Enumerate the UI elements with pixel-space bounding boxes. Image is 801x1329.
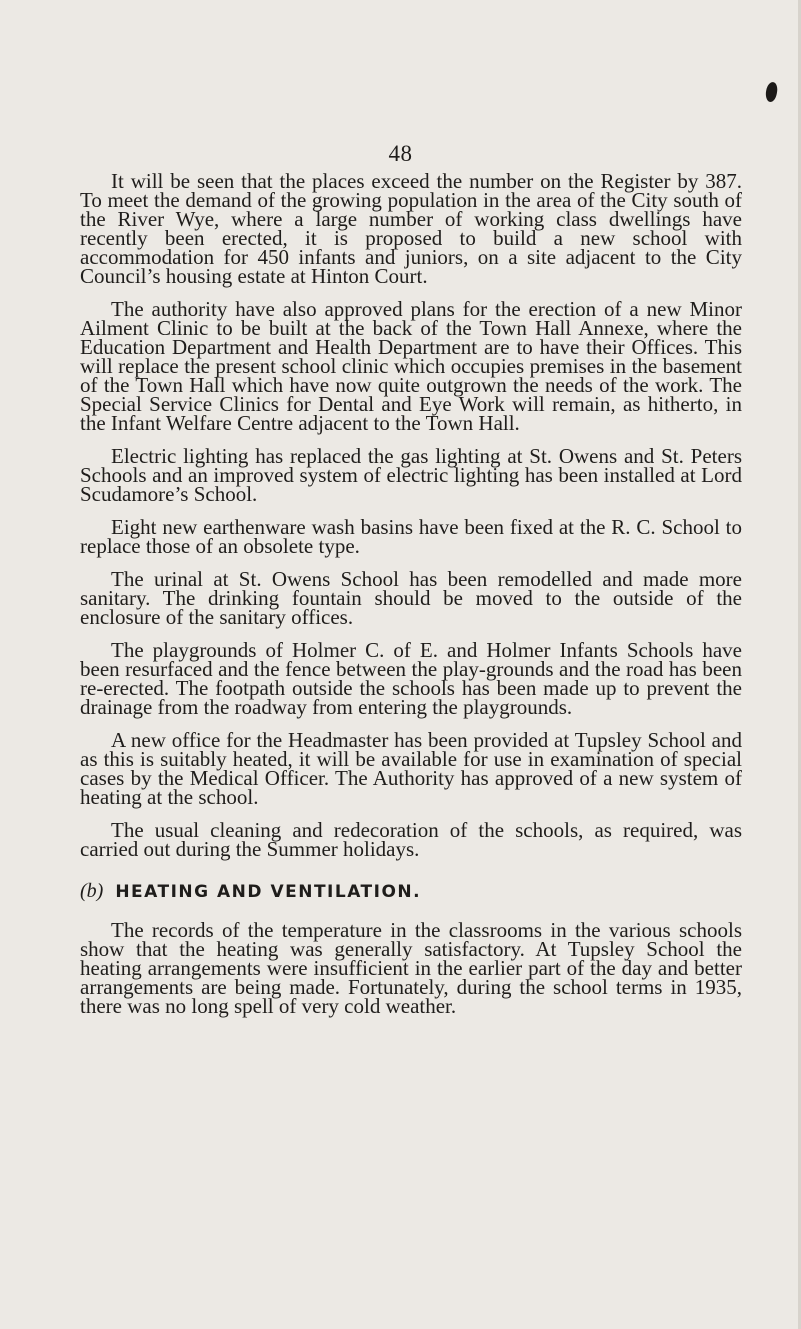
paragraph-cleaning: The usual cleaning and redecoration of the schools, as required, was carried out during the Summer holidays. — [80, 818, 742, 861]
paragraph-minor-ailment-clinic: The authority have also approved plans for the erection of a new Minor Ailment Clinic to be built at the back of the Town Hall Annexe, where the Education Department and Health Department are to have their Offices. This will replace the present school clinic which occupies premises in the basement of the Town Hall which have now quite outgrown the needs of the work. The Special Service Clinics for Dental and Eye Work will remain, as hitherto, in the Infant Welfare Centre adjacent to the Town Hall. — [80, 297, 742, 435]
paragraph-temperature-records: The records of the temperature in the classrooms in the various schools show that the heating was generally satisfactory. At Tupsley School the heating arrangements were insufficient in the earlier part of the day and better arrangements are being made. Fortunately, during the school terms in 1935, there was no long spell of very cold weather. — [80, 918, 742, 1018]
page-number: 48 — [388, 141, 413, 166]
paragraph-urinal: The urinal at St. Owens School has been remodelled and made more sanitary. The drinking fountain should be moved to the outside of the enclosure of the sanitary offices. — [80, 567, 742, 629]
body-text — [80, 169, 742, 1030]
paragraph-playgrounds: The playgrounds of Holmer C. of E. and Holmer Infants Schools have been resurfaced and the fence between the play-grounds and the road has been re-erected. The footpath outside the schools has been made up to prevent the drainage from the roadway from entering the playgrounds. — [80, 638, 742, 719]
paragraph-electric-lighting: Electric lighting has replaced the gas lighting at St. Owens and St. Peters Schools and an improved system of electric lighting has been installed at Lord Scudamore’s School. — [80, 444, 742, 506]
paragraph-register-places: It will be seen that the places exceed the number on the Register by 387. To meet the demand of the growing population in the area of the City south of the River Wye, where a large number of working class dwellings have recently been erected, it is proposed to build a new school with accommodation for 450 infants and juniors, on a site adjacent to the City Council’s housing estate at Hinton Court. — [80, 169, 742, 288]
paragraph-wash-basins: Eight new earthenware wash basins have been fixed at the R. C. School to replace those of an obsolete type. — [80, 515, 742, 558]
section-label: (b) — [80, 880, 104, 902]
section-title: HEATING AND VENTILATION. — [115, 882, 422, 902]
ink-blot-mark — [764, 81, 779, 103]
paragraph-headmaster-office: A new office for the Headmaster has been provided at Tupsley School and as this is suitably heated, it will be available for use in examination of special cases by the Medical Officer. The Authority has approved of a new system of heating at the school. — [80, 728, 742, 809]
section-heading — [80, 881, 742, 902]
